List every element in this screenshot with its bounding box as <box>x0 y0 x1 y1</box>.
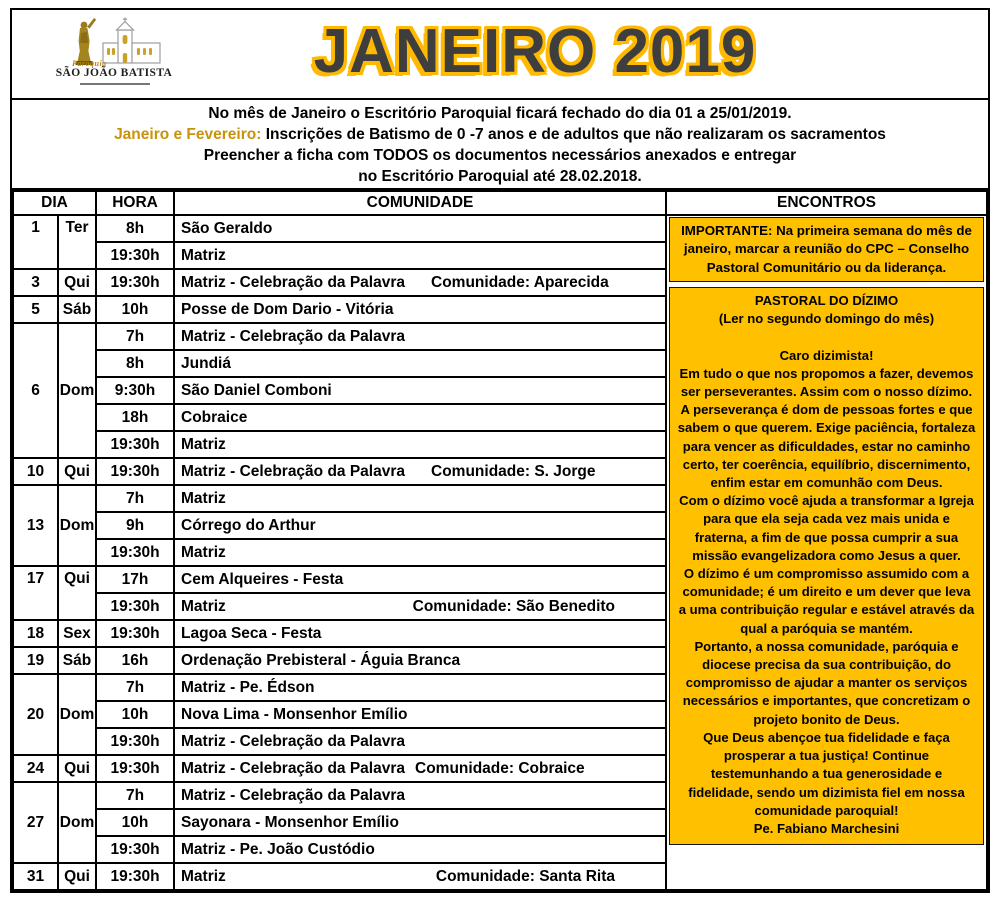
day-number-cell: 19 <box>13 647 58 674</box>
community-cell-content <box>175 787 665 805</box>
community-name: Jundiá <box>181 354 231 372</box>
community-cell <box>174 539 666 566</box>
day-number-cell: 24 <box>13 755 58 782</box>
day-number-cell: 1 <box>13 215 58 269</box>
community-cell <box>174 323 666 350</box>
community-name: Matriz <box>181 489 226 507</box>
hour-cell: 9h <box>96 512 174 539</box>
logo-parish-name: SÃO JOÃO BATISTA <box>55 67 173 79</box>
community-cell-content <box>175 355 665 373</box>
community-cell-content <box>175 274 665 292</box>
day-number-cell: 27 <box>13 782 58 863</box>
community-name: Matriz <box>181 435 226 453</box>
community-cell <box>174 350 666 377</box>
table-header-row <box>13 191 987 215</box>
community-cell-content <box>175 409 665 427</box>
schedule-row <box>13 215 987 242</box>
logo-parish-word: Paróquia <box>72 59 107 68</box>
community-cell-content <box>175 760 665 778</box>
hour-cell: 16h <box>96 647 174 674</box>
column-header-comunidade: COMUNIDADE <box>174 191 666 215</box>
hour-cell: 10h <box>96 296 174 323</box>
community-cell-content <box>175 571 665 589</box>
day-number-cell: 13 <box>13 485 58 566</box>
community-cell <box>174 647 666 674</box>
community-cell-content <box>175 382 665 400</box>
header-section <box>12 10 988 100</box>
community-cell-content <box>175 841 665 859</box>
pastoral-paragraph: Caro dizimista! <box>779 347 874 363</box>
pastoral-paragraph: Com o dízimo você ajuda a transformar a Igreja para que ela seja cada vez mais unida e fraterna, a fim de que possa cumprir a sua missão evangelizadora como Jesus a quer. <box>679 493 974 563</box>
page-title: JANEIRO 2019 <box>313 17 757 86</box>
important-notice-box <box>669 217 984 282</box>
community-cell-content <box>175 733 665 751</box>
community-cell <box>174 215 666 242</box>
community-cell <box>174 863 666 890</box>
community-cell-content <box>175 301 665 319</box>
community-cell-content <box>175 517 665 535</box>
community-name: São Geraldo <box>181 219 273 237</box>
day-name-cell: Qui <box>58 566 96 620</box>
community-name: Matriz <box>181 867 226 885</box>
community-name: Posse de Dom Dario - Vitória <box>181 300 394 318</box>
community-cell <box>174 674 666 701</box>
community-name: Matriz - Celebração da Palavra <box>181 462 406 480</box>
pastoral-paragraph: Portanto, a nossa comunidade, paróquia e diocese precisa da sua contribuição, do compromisso de ajudar a manter os serviços necessários e importantes, que concretizam o projeto bonito de Deus. <box>682 638 971 727</box>
community-cell-content <box>175 490 665 508</box>
hour-cell: 9:30h <box>96 377 174 404</box>
day-name-cell: Ter <box>58 215 96 269</box>
schedule-table <box>12 190 988 891</box>
notice-line-2-text: Inscrições de Batismo de 0 -7 anos e de adultos que não realizaram os sacramentos <box>261 126 886 143</box>
hour-cell: 19:30h <box>96 836 174 863</box>
day-name-cell: Qui <box>58 458 96 485</box>
hour-cell: 19:30h <box>96 620 174 647</box>
community-cell <box>174 431 666 458</box>
hour-cell: 19:30h <box>96 458 174 485</box>
hour-cell: 19:30h <box>96 539 174 566</box>
hour-cell: 7h <box>96 323 174 350</box>
community-cell-content <box>175 679 665 697</box>
day-name-cell: Qui <box>58 269 96 296</box>
hour-cell: 18h <box>96 404 174 431</box>
pastoral-paragraphs <box>677 347 976 838</box>
community-note: Comunidade: Aparecida <box>431 273 609 291</box>
day-name-cell: Qui <box>58 755 96 782</box>
hour-cell: 10h <box>96 701 174 728</box>
pastoral-spacer <box>677 329 976 347</box>
hour-cell: 8h <box>96 215 174 242</box>
column-header-hora: HORA <box>96 191 174 215</box>
community-name: Córrego do Arthur <box>181 516 316 534</box>
community-cell-content <box>175 814 665 832</box>
community-cell-content <box>175 652 665 670</box>
community-cell <box>174 782 666 809</box>
day-number-cell: 6 <box>13 323 58 458</box>
day-name-cell: Sáb <box>58 647 96 674</box>
encontros-cell <box>666 215 987 890</box>
pastoral-title: PASTORAL DO DÍZIMO <box>754 293 899 309</box>
hour-cell: 7h <box>96 782 174 809</box>
day-number-cell: 20 <box>13 674 58 755</box>
community-name: Matriz - Celebração da Palavra <box>181 327 406 345</box>
pastoral-paragraph: Em tudo o que nos propomos a fazer, devemos ser perseverantes. Assim com o nosso dízimo. <box>679 365 974 400</box>
community-name: Nova Lima - Monsenhor Emílio <box>181 705 408 723</box>
community-cell <box>174 836 666 863</box>
hour-cell: 8h <box>96 350 174 377</box>
hour-cell: 19:30h <box>96 431 174 458</box>
community-name: São Daniel Comboni <box>181 381 332 399</box>
hour-cell: 7h <box>96 485 174 512</box>
day-name-cell: Dom <box>58 674 96 755</box>
community-cell-content <box>175 706 665 724</box>
community-cell <box>174 566 666 593</box>
hour-cell: 19:30h <box>96 863 174 890</box>
notice-line-1: No mês de Janeiro o Escritório Paroquial ficará fechado do dia 01 a 25/01/2019. <box>208 105 792 122</box>
pastoral-paragraph: Que Deus abençoe tua fidelidade e faça prosperar a tua justiça! Continue testemunhando a tua generosidade e fidelidade, sendo um dizimista fiel em nossa comunidade paroquial! <box>688 729 965 818</box>
community-cell-content <box>175 436 665 454</box>
column-header-dia: DIA <box>13 191 96 215</box>
day-number-cell: 18 <box>13 620 58 647</box>
day-number-cell: 10 <box>13 458 58 485</box>
pastoral-paragraph: A perseverança é dom de pessoas fortes e que sabem o que querem. Exige paciência, fortaleza para vencer as dificuldades, estar no caminho certo, ter coerência, equilíbrio, discernimento, enfim estar em comunhão com Deus. <box>677 402 976 491</box>
community-name: Matriz - Pe. Édson <box>181 678 315 696</box>
community-cell <box>174 620 666 647</box>
day-name-cell: Qui <box>58 863 96 890</box>
hour-cell: 17h <box>96 566 174 593</box>
community-cell <box>174 269 666 296</box>
community-name: Matriz <box>181 597 226 615</box>
community-note: Comunidade: S. Jorge <box>431 462 596 480</box>
community-name: Sayonara - Monsenhor Emílio <box>181 813 399 831</box>
community-cell <box>174 593 666 620</box>
community-cell <box>174 728 666 755</box>
community-name: Cem Alqueires - Festa <box>181 570 344 588</box>
community-name: Matriz - Celebração da Palavra <box>181 759 406 777</box>
community-cell-content <box>175 328 665 346</box>
community-cell <box>174 377 666 404</box>
community-name: Lagoa Seca - Festa <box>181 624 322 642</box>
hour-cell: 19:30h <box>96 242 174 269</box>
day-name-cell: Dom <box>58 485 96 566</box>
community-cell <box>174 485 666 512</box>
hour-cell: 19:30h <box>96 728 174 755</box>
logo-tagline-line <box>80 83 150 85</box>
day-name-cell: Sex <box>58 620 96 647</box>
important-notice-text: IMPORTANTE: Na primeira semana do mês de janeiro, marcar a reunião do CPC – Conselho Pastoral Comunitário ou da liderança. <box>681 223 972 275</box>
community-name: Matriz - Celebração da Palavra <box>181 732 406 750</box>
day-name-cell: Dom <box>58 323 96 458</box>
community-name: Matriz <box>181 543 226 561</box>
community-name: Matriz - Celebração da Palavra <box>181 786 406 804</box>
notice-line-2-highlight: Janeiro e Fevereiro: <box>114 126 262 143</box>
community-name: Ordenação Prebisteral - Águia Branca <box>181 651 461 669</box>
community-cell-content <box>175 247 665 265</box>
notice-line-4: no Escritório Paroquial até 28.02.2018. <box>358 168 642 185</box>
hour-cell: 19:30h <box>96 269 174 296</box>
community-cell-content <box>175 220 665 238</box>
day-name-cell: Dom <box>58 782 96 863</box>
community-cell-content <box>175 544 665 562</box>
community-name: Cobraice <box>181 408 248 426</box>
community-name: Matriz - Celebração da Palavra <box>181 273 406 291</box>
notice-section <box>12 100 988 190</box>
hour-cell: 10h <box>96 809 174 836</box>
community-cell <box>174 755 666 782</box>
day-number-cell: 31 <box>13 863 58 890</box>
notice-line-2 <box>12 124 988 145</box>
community-cell <box>174 809 666 836</box>
day-number-cell: 17 <box>13 566 58 620</box>
community-name: Matriz <box>181 246 226 264</box>
hour-cell: 7h <box>96 674 174 701</box>
pastoral-paragraph: O dízimo é um compromisso assumido com a comunidade; é um direito e um dever que leva a uma contribuição regular e estável através da qual a paróquia se mantém. <box>678 566 975 636</box>
community-cell <box>174 458 666 485</box>
community-cell <box>174 512 666 539</box>
notice-line-3: Preencher a ficha com TODOS os documentos necessários anexados e entregar <box>203 147 797 164</box>
column-header-encontros: ENCONTROS <box>666 191 987 215</box>
community-name: Matriz - Pe. João Custódio <box>181 840 375 858</box>
day-number-cell: 3 <box>13 269 58 296</box>
community-cell-content <box>175 598 665 616</box>
community-cell <box>174 701 666 728</box>
pastoral-subtitle: (Ler no segundo domingo do mês) <box>718 311 935 327</box>
community-cell-content <box>175 463 665 481</box>
pastoral-paragraph: Pe. Fabiano Marchesini <box>753 820 900 836</box>
encontros-content <box>669 217 984 888</box>
day-name-cell: Sáb <box>58 296 96 323</box>
hour-cell: 19:30h <box>96 755 174 782</box>
community-note: Comunidade: Cobraice <box>415 759 585 777</box>
community-cell <box>174 242 666 269</box>
pastoral-dizimo-box <box>669 287 984 845</box>
community-cell <box>174 296 666 323</box>
day-number-cell: 5 <box>13 296 58 323</box>
community-note: Comunidade: São Benedito <box>412 597 616 615</box>
community-cell-content <box>175 625 665 643</box>
community-cell <box>174 404 666 431</box>
document-frame <box>10 8 990 893</box>
community-note: Comunidade: Santa Rita <box>435 867 616 885</box>
hour-cell: 19:30h <box>96 593 174 620</box>
community-cell-content <box>175 868 665 886</box>
